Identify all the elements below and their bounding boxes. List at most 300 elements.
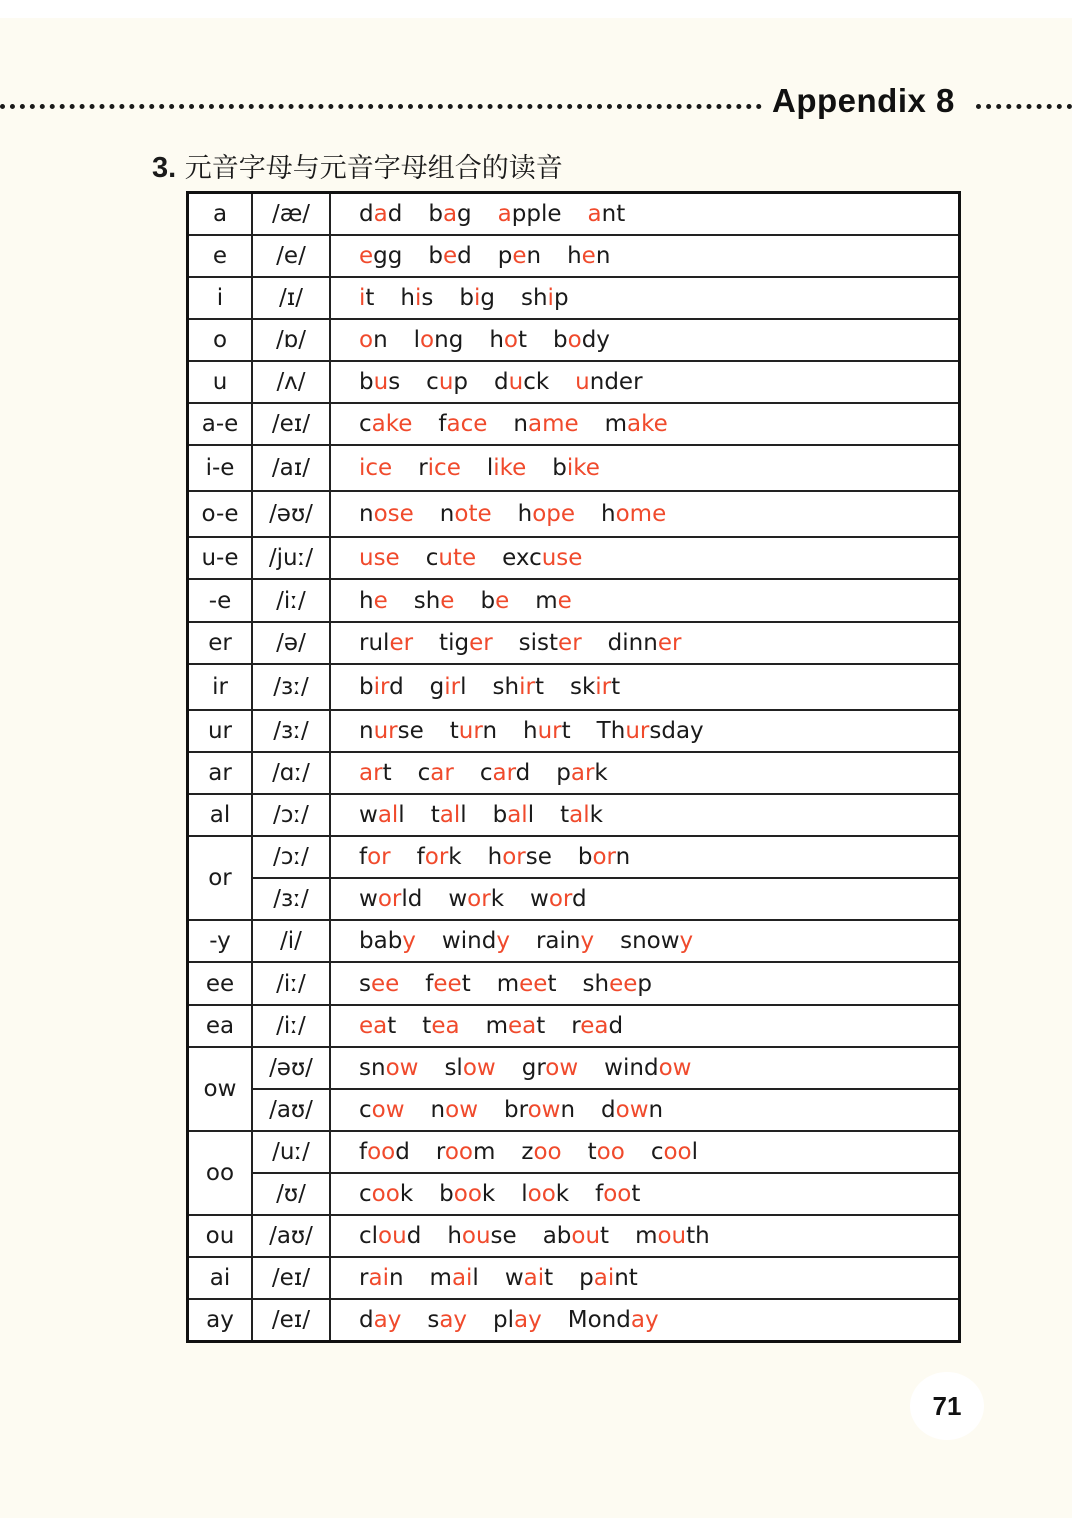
highlighted-letters: y: [679, 928, 694, 955]
example-words-cell: [330, 1047, 960, 1089]
highlighted-letters: ose: [373, 501, 414, 528]
phonics-table-body: [188, 193, 960, 1342]
word-part: n: [615, 844, 631, 871]
highlighted-letters: ar: [492, 759, 516, 786]
word-part: nt: [614, 1265, 638, 1292]
word-part: p: [453, 368, 469, 395]
example-word: [425, 971, 470, 997]
word-part: t: [560, 802, 570, 829]
word-part: t: [517, 326, 527, 353]
highlighted-letters: ur: [537, 717, 562, 744]
word-part: b: [577, 844, 593, 871]
word-part: f: [416, 844, 425, 871]
word-part: b: [552, 455, 567, 482]
highlighted-letters: ea: [507, 1012, 537, 1039]
word-part: l: [460, 673, 467, 700]
word-part: d: [387, 200, 403, 227]
ipa-cell: /ʊ/: [252, 1173, 330, 1215]
word-part: k: [555, 1181, 570, 1208]
word-part: h: [523, 717, 538, 744]
word-part: w: [530, 886, 549, 913]
word-part: p: [497, 242, 513, 269]
table-row: [188, 193, 960, 235]
example-word: [359, 369, 400, 395]
word-part: n: [648, 1096, 664, 1123]
highlighted-letters: ar: [359, 759, 383, 786]
example-word: [414, 327, 464, 353]
example-word: [583, 971, 652, 997]
table-row: [188, 235, 960, 277]
word-part: Th: [596, 717, 626, 744]
example-word: [359, 674, 404, 700]
word-part: h: [601, 501, 616, 528]
spelling-cell: a: [188, 193, 253, 235]
example-words-cell: [330, 622, 960, 664]
example-word: [620, 928, 693, 954]
highlighted-letters: ou: [571, 1223, 601, 1250]
highlighted-letters: ur: [373, 717, 398, 744]
spelling-cell: ow: [188, 1047, 253, 1131]
ipa-cell: /ɜː/: [252, 878, 330, 920]
spelling-cell: ai: [188, 1257, 253, 1299]
word-part: tig: [439, 629, 470, 656]
example-word: [493, 674, 544, 700]
word-part: h: [487, 844, 503, 871]
word-part: g: [457, 200, 472, 227]
table-row: [188, 1299, 960, 1341]
example-words-cell: [330, 836, 960, 878]
word-part: t: [430, 802, 440, 829]
example-word: [502, 545, 582, 571]
highlighted-letters: ir: [519, 673, 535, 700]
word-part: nt: [601, 200, 626, 227]
word-part: d: [515, 759, 531, 786]
word-part: c: [426, 368, 439, 395]
ipa-cell: /ʌ/: [252, 361, 330, 403]
ipa-cell: /aʊ/: [252, 1215, 330, 1257]
example-word: [439, 1181, 495, 1207]
highlighted-letters: or: [502, 844, 526, 871]
example-word: [359, 1307, 401, 1333]
word-part: t: [600, 1223, 610, 1250]
word-part: d: [395, 1138, 410, 1165]
example-word: [436, 1139, 496, 1165]
example-word: [597, 718, 704, 744]
spelling-cell: e: [188, 235, 253, 277]
example-words-cell: [330, 361, 960, 403]
highlighted-letters: y: [580, 928, 595, 955]
table-row: [188, 664, 960, 710]
example-word: [487, 455, 526, 481]
section-heading: [152, 146, 563, 185]
ipa-cell: /eɪ/: [252, 1257, 330, 1299]
ipa-cell: /ɪ/: [252, 277, 330, 319]
example-word: [359, 327, 388, 353]
table-row: [188, 710, 960, 752]
highlighted-letters: ir: [595, 673, 612, 700]
word-part: m: [535, 587, 558, 614]
example-words-cell: [330, 752, 960, 794]
spelling-cell: ir: [188, 664, 253, 710]
example-word: [588, 201, 626, 227]
highlighted-letters: o: [359, 326, 374, 353]
word-part: l: [472, 1265, 479, 1292]
spelling-cell: ea: [188, 1005, 253, 1047]
page-number: 71: [910, 1372, 984, 1440]
example-word: [428, 243, 471, 269]
example-word: [359, 630, 413, 656]
word-part: p: [553, 284, 569, 311]
example-words-cell: [330, 1005, 960, 1047]
word-part: h: [447, 1223, 462, 1250]
highlighted-letters: y: [402, 928, 416, 955]
ipa-cell: /e/: [252, 235, 330, 277]
example-word: [518, 501, 575, 527]
example-word: [588, 1139, 625, 1165]
word-part: snow: [620, 928, 680, 955]
ipa-cell: /ə/: [252, 622, 330, 664]
word-part: b: [359, 673, 374, 700]
example-word: [430, 1265, 479, 1291]
word-part: c: [359, 1181, 372, 1208]
word-part: t: [461, 970, 471, 997]
word-part: w: [504, 1265, 524, 1292]
highlighted-letters: ai: [523, 1265, 545, 1292]
example-word: [359, 1223, 421, 1249]
highlighted-letters: ow: [445, 1096, 479, 1123]
word-part: z: [521, 1138, 534, 1165]
word-part: k: [448, 844, 462, 871]
word-part: sh: [582, 970, 610, 997]
word-part: n: [430, 1096, 446, 1123]
word-part: s: [359, 970, 371, 997]
example-words-cell: [330, 920, 960, 962]
spelling-cell: a-e: [188, 403, 253, 445]
highlighted-letters: ee: [519, 970, 548, 997]
example-word: [493, 802, 534, 828]
table-row: [188, 403, 960, 445]
word-part: ck: [523, 368, 550, 395]
table-row: [188, 361, 960, 403]
word-part: se: [490, 1223, 517, 1250]
example-words-cell: [330, 794, 960, 836]
example-word: [568, 1307, 659, 1333]
word-part: l: [486, 455, 494, 482]
appendix-title: Appendix 8: [772, 82, 955, 119]
highlighted-letters: ake: [627, 411, 668, 438]
highlighted-letters: ou: [378, 1223, 407, 1250]
example-word: [575, 369, 642, 395]
example-word: [504, 1097, 575, 1123]
table-row: [188, 1257, 960, 1299]
highlighted-letters: a: [587, 200, 602, 227]
example-word: [359, 243, 402, 269]
word-part: w: [359, 802, 378, 829]
table-row: [188, 962, 960, 1004]
highlighted-letters: or: [367, 844, 391, 871]
highlighted-letters: ou: [657, 1223, 687, 1250]
highlighted-letters: ai: [593, 1265, 615, 1292]
example-word: [450, 718, 497, 744]
word-part: sk: [569, 673, 596, 700]
word-part: h: [489, 326, 504, 353]
word-part: t: [449, 717, 459, 744]
word-part: d: [601, 1096, 616, 1123]
spelling-cell: ay: [188, 1299, 253, 1341]
word-part: b: [359, 368, 374, 395]
example-word: [359, 802, 405, 828]
example-words-cell: [330, 1299, 960, 1341]
example-word: [651, 1139, 698, 1165]
example-word: [521, 1139, 561, 1165]
example-word: [427, 1307, 467, 1333]
spelling-cell: i: [188, 277, 253, 319]
word-part: se: [397, 717, 424, 744]
word-part: r: [418, 455, 428, 482]
example-word: [439, 630, 493, 656]
example-words-cell: [330, 664, 960, 710]
highlighted-letters: ay: [630, 1307, 659, 1334]
word-part: b: [553, 326, 568, 353]
word-part: p: [579, 1265, 594, 1292]
example-word: [605, 411, 668, 437]
highlighted-letters: or: [377, 886, 402, 913]
highlighted-letters: i: [473, 284, 481, 311]
example-words-cell: [330, 445, 960, 491]
word-part: nder: [589, 368, 643, 395]
highlighted-letters: or: [467, 886, 491, 913]
example-word: [604, 1055, 691, 1081]
ipa-cell: /juː/: [252, 537, 330, 579]
highlighted-letters: ee: [433, 970, 462, 997]
highlighted-letters: ea: [431, 1012, 460, 1039]
example-word: [601, 501, 666, 527]
highlighted-letters: oo: [371, 1181, 400, 1208]
table-row: [188, 622, 960, 664]
example-word: [497, 971, 557, 997]
word-part: l: [521, 1181, 528, 1208]
highlighted-letters: or: [548, 886, 572, 913]
highlighted-letters: al: [439, 802, 461, 829]
word-part: w: [448, 886, 468, 913]
word-part: pple: [511, 200, 562, 227]
highlighted-letters: or: [592, 844, 616, 871]
ipa-cell: /eɪ/: [252, 1299, 330, 1341]
example-words-cell: [330, 1257, 960, 1299]
highlighted-letters: er: [558, 629, 582, 656]
ipa-cell: /ɔː/: [252, 794, 330, 836]
example-word: [560, 802, 603, 828]
example-word: [359, 1265, 404, 1291]
word-part: dy: [581, 326, 610, 353]
example-words-cell: [330, 319, 960, 361]
example-word: [513, 411, 578, 437]
word-part: s: [427, 1307, 440, 1334]
word-part: k: [399, 1181, 414, 1208]
example-word: [438, 411, 487, 437]
word-part: c: [650, 1138, 664, 1165]
spelling-cell: u-e: [188, 537, 253, 579]
dotted-rule-left: [0, 104, 762, 109]
word-part: sn: [359, 1054, 386, 1081]
highlighted-letters: er: [657, 629, 682, 656]
highlighted-letters: ee: [370, 970, 400, 997]
ipa-cell: /iː/: [252, 579, 330, 621]
highlighted-letters: u: [438, 368, 454, 395]
word-part: k: [490, 886, 505, 913]
word-part: Mond: [567, 1307, 631, 1334]
ipa-cell: /ɜː/: [252, 664, 330, 710]
example-word: [521, 1181, 569, 1207]
word-part: rain: [535, 928, 581, 955]
highlighted-letters: a: [373, 200, 388, 227]
example-word: [535, 588, 572, 614]
word-part: k: [481, 1181, 496, 1208]
highlighted-letters: ake: [371, 411, 413, 438]
word-part: b: [428, 200, 443, 227]
example-word: [359, 928, 416, 954]
highlighted-letters: er: [469, 629, 493, 656]
word-part: d: [494, 368, 509, 395]
example-word: [523, 718, 571, 744]
highlighted-letters: ame: [527, 411, 579, 438]
example-word: [431, 802, 467, 828]
word-part: h: [400, 284, 415, 311]
word-part: r: [571, 1012, 581, 1039]
word-part: d: [359, 1307, 374, 1334]
highlighted-letters: ea: [359, 1012, 388, 1039]
ipa-cell: /əʊ/: [252, 491, 330, 537]
word-part: cl: [359, 1223, 379, 1250]
ipa-cell: /eɪ/: [252, 403, 330, 445]
example-words-cell: [330, 277, 960, 319]
word-part: t: [365, 284, 375, 311]
highlighted-letters: ace: [446, 411, 488, 438]
word-part: sh: [413, 587, 441, 614]
highlighted-letters: ow: [462, 1054, 496, 1081]
highlighted-letters: ur: [458, 717, 483, 744]
table-row: [188, 1131, 960, 1173]
word-part: wind: [441, 928, 497, 955]
example-word: [359, 545, 400, 571]
highlighted-letters: o: [420, 326, 435, 353]
highlighted-letters: ou: [461, 1223, 491, 1250]
highlighted-letters: use: [359, 545, 400, 572]
spelling-cell: or: [188, 836, 253, 920]
example-word: [480, 760, 530, 786]
ipa-cell: /ɒ/: [252, 319, 330, 361]
spelling-cell: ur: [188, 710, 253, 752]
spelling-cell: -y: [188, 920, 253, 962]
example-words-cell: [330, 491, 960, 537]
spelling-cell: ee: [188, 962, 253, 1004]
example-word: [426, 369, 468, 395]
highlighted-letters: oo: [453, 1181, 482, 1208]
example-word: [359, 1139, 410, 1165]
word-part: d: [571, 886, 587, 913]
table-row: [188, 878, 960, 920]
highlighted-letters: o: [567, 326, 582, 353]
word-part: m: [472, 1138, 496, 1165]
word-part: c: [479, 759, 493, 786]
example-word: [480, 588, 509, 614]
ipa-cell: /ɑː/: [252, 752, 330, 794]
word-part: r: [435, 1138, 445, 1165]
ipa-cell: /ɜː/: [252, 710, 330, 752]
example-word: [359, 971, 399, 997]
highlighted-letters: ow: [371, 1096, 405, 1123]
example-word: [430, 674, 467, 700]
highlighted-letters: ute: [438, 545, 477, 572]
spelling-cell: ar: [188, 752, 253, 794]
ipa-cell: /aɪ/: [252, 445, 330, 491]
highlighted-letters: ike: [566, 455, 600, 482]
example-word: [418, 760, 454, 786]
highlighted-letters: e: [373, 587, 388, 614]
word-part: g: [480, 284, 495, 311]
word-part: sh: [520, 284, 548, 311]
highlighted-letters: ice: [427, 455, 461, 482]
example-word: [505, 1265, 553, 1291]
word-part: wind: [604, 1054, 659, 1081]
highlighted-letters: er: [389, 629, 414, 656]
word-part: t: [587, 1138, 597, 1165]
example-word: [579, 1265, 638, 1291]
example-word: [448, 886, 504, 912]
word-part: k: [589, 802, 603, 829]
word-part: r: [359, 1265, 369, 1292]
word-part: t: [544, 1265, 554, 1292]
example-word: [359, 844, 391, 870]
highlighted-letters: al: [569, 802, 590, 829]
word-part: gr: [521, 1054, 546, 1081]
example-word: [459, 285, 495, 311]
highlighted-letters: ow: [545, 1054, 579, 1081]
word-part: w: [359, 886, 378, 913]
word-part: h: [517, 501, 533, 528]
word-part: dinn: [607, 629, 658, 656]
highlighted-letters: ice: [359, 455, 393, 482]
word-part: sist: [518, 629, 559, 656]
highlighted-letters: y: [496, 928, 510, 955]
table-row: [188, 491, 960, 537]
spelling-cell: er: [188, 622, 253, 664]
example-word: [553, 327, 610, 353]
page-header: [0, 78, 1080, 128]
example-words-cell: [330, 710, 960, 752]
highlighted-letters: ir: [444, 673, 461, 700]
word-part: se: [525, 844, 552, 871]
highlighted-letters: oo: [367, 1138, 396, 1165]
ipa-cell: /uː/: [252, 1131, 330, 1173]
example-word: [635, 1223, 710, 1249]
word-part: f: [595, 1181, 604, 1208]
ipa-cell: /aʊ/: [252, 1089, 330, 1131]
word-part: m: [604, 411, 628, 438]
table-row: [188, 579, 960, 621]
highlighted-letters: ir: [373, 673, 390, 700]
highlighted-letters: ope: [532, 501, 576, 528]
table-row: [188, 794, 960, 836]
word-part: t: [534, 673, 544, 700]
word-part: sday: [649, 717, 704, 744]
word-part: b: [428, 242, 443, 269]
word-part: h: [359, 587, 374, 614]
word-part: n: [526, 242, 542, 269]
word-part: l: [691, 1138, 699, 1165]
spelling-cell: -e: [188, 579, 253, 621]
spelling-cell: i-e: [188, 445, 253, 491]
